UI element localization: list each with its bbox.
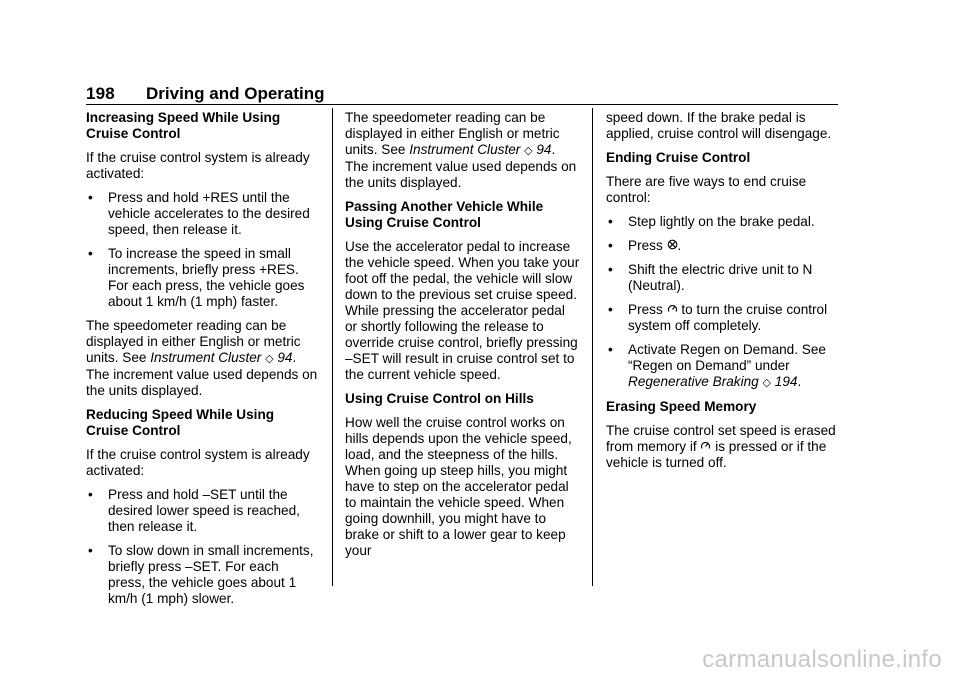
paragraph: If the cruise control system is already activated:: [86, 447, 310, 478]
section-heading-passing: Passing Another Vehicle While Using Cruise Control: [345, 199, 544, 230]
page-link-194[interactable]: 194: [774, 374, 798, 389]
instrument-cluster-link[interactable]: Instrument Cluster: [150, 350, 262, 365]
page-number: 198: [86, 84, 115, 103]
list-item: • Press and hold –SET until the desired lower speed is reached, then release it.: [88, 487, 300, 534]
bullet-icon: •: [608, 238, 613, 253]
page-ref-icon: ◇: [265, 353, 274, 365]
footer: [0, 648, 960, 678]
column-1: [86, 110, 318, 607]
regenerative-braking-link[interactable]: Regenerative Braking: [628, 374, 759, 389]
section-heading-ending: Ending Cruise Control: [606, 150, 751, 165]
bullet-icon: •: [608, 262, 613, 277]
section-heading-reducing-speed: Reducing Speed While Using Cruise Control: [86, 407, 275, 438]
paragraph: The speedometer reading can be displayed in either English or metric units. See Instrument Cluster ◇ 94. The increment value used depends on the units displayed.: [345, 110, 577, 190]
instrument-cluster-link[interactable]: Instrument Cluster: [409, 142, 521, 157]
page-ref-icon: ◇: [762, 377, 771, 389]
bullet-icon: •: [608, 342, 613, 357]
list-item: • To slow down in small increments, briefly press –SET. For each press, the vehicle goes about 1 km/h (1 mph) slower.: [88, 543, 314, 606]
section-heading-erasing: Erasing Speed Memory: [606, 399, 757, 414]
cruise-control-icon: [667, 302, 678, 318]
page-ref-icon: ◇: [524, 145, 533, 157]
cruise-cancel-icon: [667, 238, 678, 254]
header-rule: [86, 104, 838, 105]
page-title: Driving and Operating: [146, 84, 325, 103]
paragraph: If the cruise control system is already activated:: [86, 150, 310, 181]
bullet-icon: •: [88, 543, 93, 558]
list-item: • Activate Regen on Demand. See “Regen on Demand” under Regenerative Braking ◇ 194.: [608, 342, 826, 389]
paragraph: speed down. If the brake pedal is applied, cruise control will disengage.: [606, 110, 832, 141]
list-item: • Step lightly on the brake pedal.: [608, 214, 815, 229]
bullet-icon: •: [88, 246, 93, 261]
list-item: • Shift the electric drive unit to N (Neutral).: [608, 262, 813, 293]
bullet-icon: •: [88, 190, 93, 205]
paragraph: How well the cruise control works on hills depends upon the vehicle speed, load, and the steepness of the hills. When going up steep hills, you might have to step on the accelerator pedal to maintain the vehicle speed. When going downhill, you might have to brake or shift to a lower gear to keep your: [345, 415, 572, 558]
column-3: [606, 110, 842, 471]
list-item: • Press and hold +RES until the vehicle accelerates to the desired speed, then release it.: [88, 190, 310, 237]
column-divider: [332, 108, 333, 586]
cruise-control-icon: [700, 439, 711, 455]
paragraph: The speedometer reading can be displayed in either English or metric units. See Instrument Cluster ◇ 94. The increment value used depends on the units displayed.: [86, 318, 318, 398]
paragraph: There are five ways to end cruise control:: [606, 174, 807, 205]
page-link-94[interactable]: 94: [277, 350, 293, 365]
list-item: • Press to turn the cruise control system off completely.: [608, 302, 828, 333]
watermark: carmanualsonline.info: [702, 646, 942, 673]
list-item: • To increase the speed in small increments, briefly press +RES. For each press, the vehicle goes about 1 km/h (1 mph) faster.: [88, 246, 305, 309]
column-2: [345, 110, 580, 559]
page-header: [86, 84, 838, 104]
paragraph: The cruise control set speed is erased from memory if is pressed or if the vehicle is turned off.: [606, 423, 836, 470]
list-item: • Press .: [608, 238, 682, 253]
page-link-94[interactable]: 94: [536, 142, 552, 157]
paragraph: Use the accelerator pedal to increase the vehicle speed. When you take your foot off the pedal, the vehicle will slow down to the previous set cruise speed. While pressing the accelerator pedal or shortly following the release to override cruise control, briefly pressing –SET will result in cruise control set to the current vehicle speed.: [345, 239, 580, 382]
bullet-icon: •: [608, 302, 613, 317]
bullet-icon: •: [608, 214, 613, 229]
bullet-icon: •: [88, 487, 93, 502]
section-heading-hills: Using Cruise Control on Hills: [345, 391, 534, 406]
section-heading-increasing-speed: Increasing Speed While Using Cruise Control: [86, 110, 281, 141]
column-divider: [592, 108, 593, 586]
